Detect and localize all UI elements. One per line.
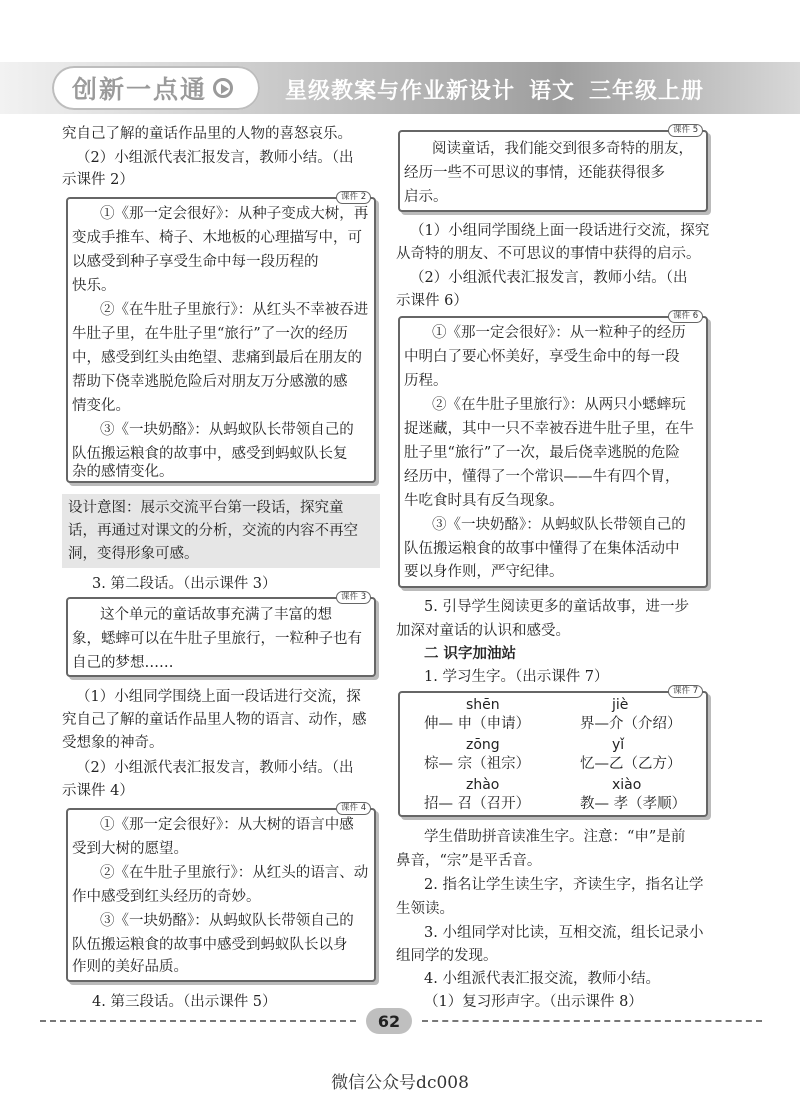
- box-line: ③《一块奶酪》：从蚂蚁队长带领自己的: [432, 517, 686, 533]
- paragraph-line: 究自己了解的童话作品里的人物的喜怒哀乐。: [62, 126, 352, 142]
- slide-tag-7: 课件 7: [668, 685, 703, 698]
- divider-right: [422, 1020, 762, 1022]
- box-line: 捉迷藏，其中一只不幸被吞进牛肚子里，在牛: [404, 421, 694, 437]
- box-line: ③《一块奶酪》：从蚂蚁队长带领自己的: [100, 913, 354, 929]
- paragraph-line: 从奇特的朋友、不可思议的事情中获得的启示。: [396, 246, 701, 262]
- book-title: 星级教案与作业新设计: [285, 79, 516, 104]
- subject: 语文: [529, 79, 576, 104]
- paragraph-line: （2）小组派代表汇报发言，教师小结。（出: [410, 270, 688, 286]
- design-line: 话，再通过对课文的分析，交流的内容不再空: [68, 523, 358, 539]
- brand-text: 创新一点通: [72, 75, 208, 104]
- box-line: 自己的梦想……: [72, 655, 174, 671]
- box-line: 要以身作则，严守纪律。: [404, 564, 564, 580]
- section-step-1: 1. 学习生字。（出示课件 7）: [424, 669, 609, 685]
- paragraph-line: 示课件 4）: [62, 783, 134, 799]
- paragraph-line: 组同学的发现。: [396, 948, 498, 964]
- design-line: 洞，变得形象可感。: [68, 546, 199, 562]
- design-line: 设计意图：展示交流平台第一段话，探究童: [68, 500, 344, 516]
- pinyin: shēn: [466, 697, 500, 713]
- play-icon: [213, 78, 233, 98]
- slide-tag-5: 课件 5: [668, 124, 703, 137]
- section-step-3r: 3. 小组同学对比读，互相交流，组长记录小: [424, 925, 704, 941]
- box-line: 经历中，懂得了一个常识——牛有四个胃，: [404, 469, 680, 485]
- paragraph-line: 生领读。: [396, 901, 454, 917]
- paragraph-line: 示课件 6）: [396, 293, 468, 309]
- box-line: 队伍搬运粮食的故事中感受到蚂蚁队长以身: [72, 937, 348, 953]
- paragraph-line: 鼻音，“宗”是平舌音。: [396, 853, 542, 869]
- box-line: ②《在牛肚子里旅行》：从红头的语言、动: [100, 865, 369, 881]
- box-line: ②《在牛肚子里旅行》：从两只小蟋蟀玩: [432, 397, 686, 413]
- char-entry: 教— 孝（孝顺）: [580, 796, 687, 812]
- box-line: 牛吃食时具有反刍现象。: [404, 493, 564, 509]
- slide-tag-6: 课件 6: [668, 310, 703, 323]
- box-line: 启示。: [404, 189, 448, 205]
- pinyin: zōng: [466, 737, 500, 753]
- grade: 三年级上册: [589, 79, 705, 104]
- box-line: 经历一些不可思议的事情，还能获得很多: [404, 165, 665, 181]
- brand-badge: [52, 66, 260, 110]
- box-line: 这个单元的童话故事充满了丰富的想: [100, 607, 332, 623]
- box-line: 杂的感情变化。: [72, 464, 174, 480]
- box-line: ②《在牛肚子里旅行》：从红头不幸被吞进: [100, 302, 369, 318]
- box-line: 历程。: [404, 373, 448, 389]
- slide-tag-2: 课件 2: [336, 191, 371, 204]
- box-line: 受到大树的愿望。: [72, 841, 188, 857]
- divider-left: [40, 1020, 356, 1022]
- watermark-footer: 微信公众号dc008: [331, 1073, 469, 1093]
- box-line: 以感受到种子享受生命中每一段历程的: [72, 254, 319, 270]
- header-title: [285, 74, 718, 105]
- section-step-5: 5. 引导学生阅读更多的童话故事，进一步: [424, 599, 689, 615]
- box-line: ①《那一定会很好》：从大树的语言中感: [100, 817, 354, 833]
- pinyin: xiào: [612, 777, 642, 793]
- box-line: 情变化。: [72, 398, 130, 414]
- paragraph-line: 示课件 2）: [62, 172, 134, 188]
- char-entry: 招— 召（召开）: [424, 796, 531, 812]
- box-line: 牛肚子里，在牛肚子里“旅行”了一次的经历: [72, 326, 348, 342]
- char-entry: 忆—乙（乙方）: [580, 756, 682, 772]
- slide-tag-3: 课件 3: [336, 591, 371, 604]
- pinyin: zhào: [466, 777, 500, 793]
- box-line: 队伍搬运粮食的故事中，感受到蚂蚁队长复: [72, 446, 348, 462]
- char-entry: 界—介（介绍）: [580, 716, 682, 732]
- paragraph-line: 加深对童话的认识和感受。: [396, 623, 570, 639]
- page-number: 62: [366, 1008, 412, 1034]
- section-heading-2: 二 识字加油站: [424, 646, 517, 662]
- box-line: 帮助下侥幸逃脱危险后对朋友万分感激的感: [72, 374, 348, 390]
- paragraph-line: （1）复习形声字。（出示课件 8）: [424, 994, 643, 1010]
- paragraph-line: 受想象的神奇。: [62, 735, 164, 751]
- char-entry: 伸— 申（申请）: [424, 716, 531, 732]
- box-line: ①《那一定会很好》：从一粒种子的经历: [432, 325, 686, 341]
- box-line: 象，蟋蟀可以在牛肚子里旅行，一粒种子也有: [72, 631, 362, 647]
- box-line: 快乐。: [72, 278, 116, 294]
- paragraph-line: （1）小组同学围绕上面一段话进行交流，探究: [410, 223, 710, 239]
- box-line: ①《那一定会很好》：从种子变成大树，再: [100, 206, 369, 222]
- box-line: 作则的美好品质。: [72, 959, 188, 975]
- paragraph-line: （1）小组同学围绕上面一段话进行交流，探: [76, 689, 361, 705]
- box-line: 中，感受到红头由绝望、悲痛到最后在朋友的: [72, 350, 362, 366]
- section-step-4r: 4. 小组派代表汇报交流，教师小结。: [424, 971, 660, 987]
- slide-tag-4: 课件 4: [336, 802, 371, 815]
- box-line: 肚子里“旅行”了一次，最后侥幸逃脱的危险: [404, 445, 680, 461]
- box-line: ③《一块奶酪》：从蚂蚁队长带领自己的: [100, 422, 354, 438]
- box-line: 变成手推车、椅子、木地板的心理描写中，可: [72, 230, 362, 246]
- box-line: 阅读童话，我们能交到很多奇特的朋友，: [432, 141, 693, 157]
- paragraph-line: （2）小组派代表汇报发言，教师小结。（出: [76, 150, 354, 166]
- box-line: 中明白了要心怀美好，享受生命中的每一段: [404, 349, 680, 365]
- paragraph-line: 学生借助拼音读准生字。注意：“申”是前: [424, 829, 686, 845]
- pinyin: yǐ: [612, 737, 625, 753]
- section-step-3: 3. 第二段话。（出示课件 3）: [92, 576, 277, 592]
- pinyin: jiè: [612, 697, 629, 713]
- paragraph-line: （2）小组派代表汇报发言，教师小结。（出: [76, 760, 354, 776]
- box-line: 队伍搬运粮食的故事中懂得了在集体活动中: [404, 541, 680, 557]
- box-line: 作中感受到红头经历的奇妙。: [72, 889, 261, 905]
- char-entry: 棕— 宗（祖宗）: [424, 756, 531, 772]
- section-step-2: 2. 指名让学生读生字，齐读生字，指名让学: [424, 877, 704, 893]
- section-step-4: 4. 第三段话。（出示课件 5）: [92, 994, 277, 1010]
- paragraph-line: 究自己了解的童话作品里人物的语言、动作，感: [62, 712, 367, 728]
